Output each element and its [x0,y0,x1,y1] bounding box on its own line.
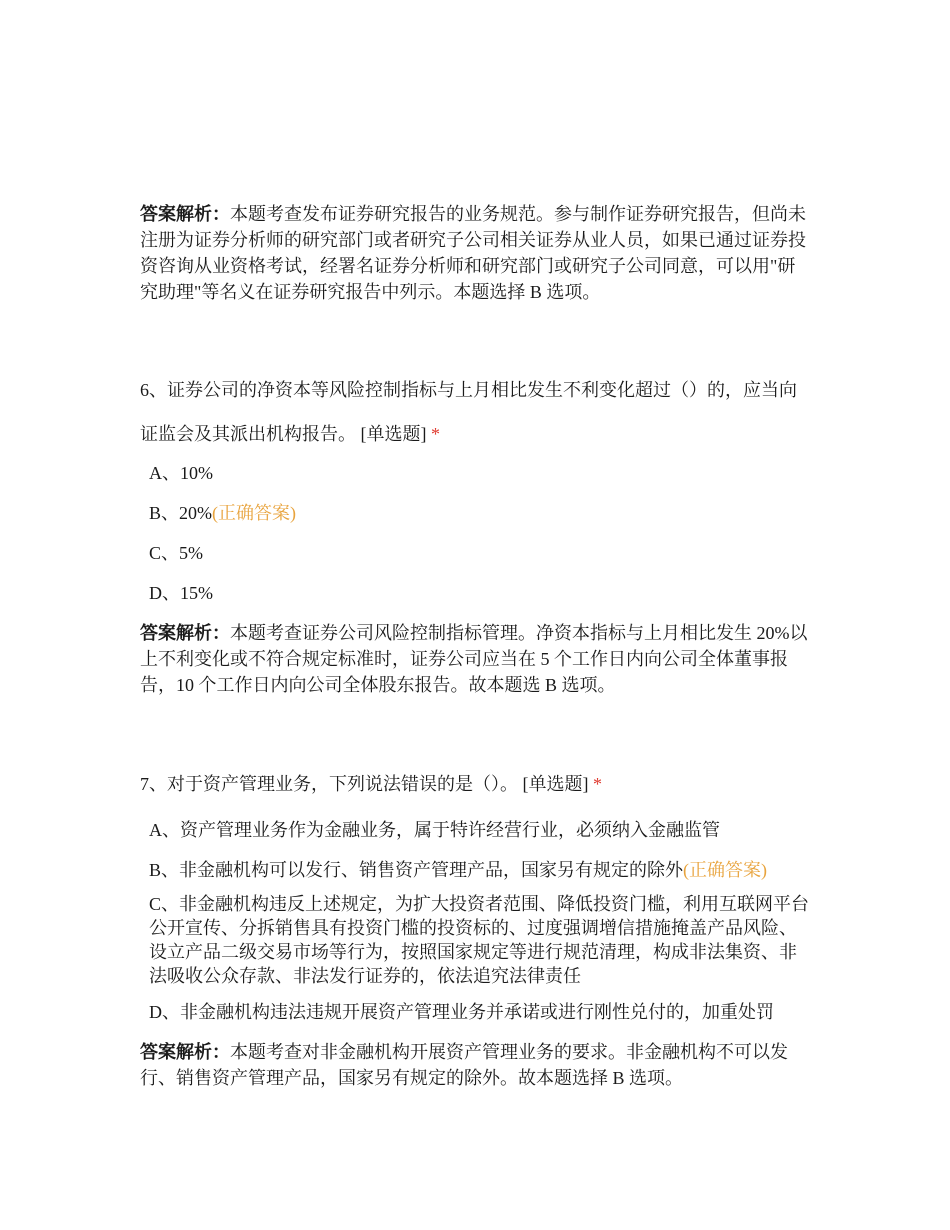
q7-analysis [140,1039,812,1091]
q7-option-a-text: A、资产管理业务作为金融业务，属于特许经营行业，必须纳入金融监管 [149,820,720,840]
q6-required-mark: * [431,424,440,444]
q7-option-c[interactable] [149,892,809,988]
q7-correct-answer-tag: (正确答案) [683,860,768,880]
q7-question-text: 7、对于资产管理业务，下列说法错误的是（）。 [单选题] [140,774,593,794]
q5-analysis-label: 答案解析： [140,204,230,224]
q7-analysis-text: 本题考查对非金融机构开展资产管理业务的要求。非金融机构不可以发行、销售资产管理产品，国家另有规定的除外。故本题选择 B 选项。 [140,1042,788,1088]
q6-option-b[interactable] [149,501,296,525]
q7-analysis-label: 答案解析： [140,1042,230,1062]
q5-analysis [140,201,812,305]
q7-option-d-text: D、非金融机构违法违规开展资产管理业务并承诺或进行刚性兑付的，加重处罚 [149,1002,774,1022]
q7-question [140,762,812,806]
q5-analysis-text: 本题考查发布证券研究报告的业务规范。参与制作证券研究报告，但尚未注册为证券分析师的研究部门或者研究子公司相关证券从业人员，如果已通过证券投资咨询从业资格考试，经署名证券分析师和研究部门或研究子公司同意，可以用"研究助理"等名义在证券研究报告中列示。本题选择 B 选项。 [140,204,806,302]
q6-analysis-label: 答案解析： [140,623,230,643]
q7-option-d[interactable] [149,1000,774,1024]
q6-question [140,368,812,456]
q6-option-a-text: A、10% [149,463,213,483]
q7-option-a[interactable] [149,818,720,842]
q7-option-c-text: C、非金融机构违反上述规定，为扩大投资者范围、降低投资门槛，利用互联网平台公开宣传、分拆销售具有投资门槛的投资标的、过度强调增信措施掩盖产品风险、设立产品二级交易市场等行为，按照国家规定等进行规范清理，构成非法集资、非法吸收公众存款、非法发行证券的，依法追究法律责任 [149,894,810,986]
q6-analysis-text: 本题考查证券公司风险控制指标管理。净资本指标与上月相比发生 20%以上不利变化或不符合规定标准时，证券公司应当在 5 个工作日内向公司全体董事报告，10 个工作日内向公司全体股东报告。故本题选 B 选项。 [140,623,808,695]
q6-correct-answer-tag: (正确答案) [212,503,296,523]
q6-option-d-text: D、15% [149,583,213,603]
q6-option-c[interactable] [149,541,203,565]
q6-option-c-text: C、5% [149,543,203,563]
q6-option-b-text: B、20% [149,503,212,523]
q6-analysis [140,620,812,698]
q6-option-a[interactable] [149,461,213,485]
q7-required-mark: * [593,774,602,794]
q7-option-b[interactable] [149,858,767,882]
q7-option-b-text: B、非金融机构可以发行、销售资产管理产品，国家另有规定的除外 [149,860,684,880]
q6-option-d[interactable] [149,581,213,605]
q6-question-text: 6、证券公司的净资本等风险控制指标与上月相比发生不利变化超过（）的，应当向证监会及其派出机构报告。 [单选题] [140,380,797,444]
